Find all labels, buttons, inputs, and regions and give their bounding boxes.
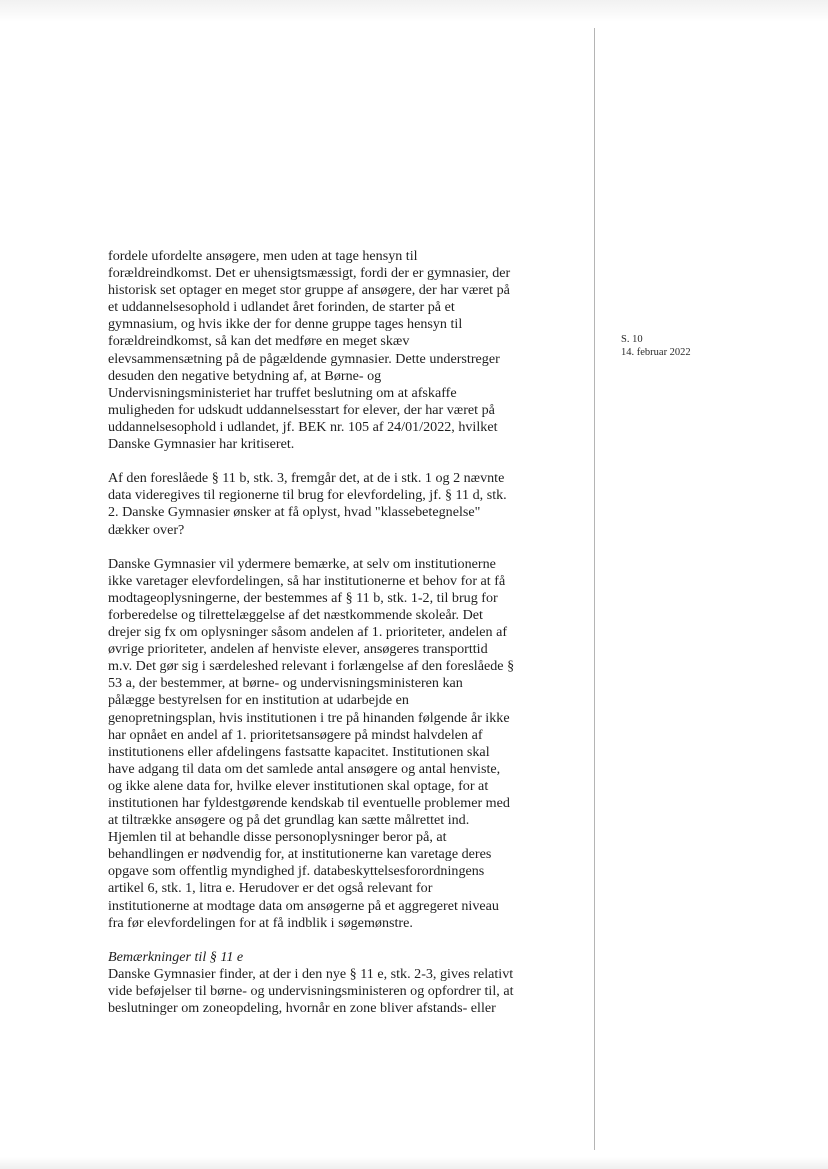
text-line: forberedelse og tilrettelæggelse af det næstkommende skoleår. Det [108,606,483,623]
text-line: dækker over? [108,521,185,538]
page-meta [621,333,691,359]
text-line: Hjemlen til at behandle disse personoplysninger beror på, at [108,829,447,846]
paragraph [108,470,573,538]
text-line: behandlingen er nødvendig for, at institutionerne kan varetage deres [108,846,492,863]
text-line: have adgang til data om det samlede antal ansøgere og antal henviste, [108,760,501,777]
text-line: institutionens eller afdelingens fastsatte kapacitet. Institutionen skal [108,743,490,760]
text-line: pålægge bestyrelsen for en institution at udarbejde en [108,692,409,709]
text-line: Danske Gymnasier har kritiseret. [108,436,295,453]
text-line: ikke varetager elevfordelingen, så har institutionerne et behov for at få [108,572,506,589]
text-line: historisk set optager en meget stor gruppe af ansøgere, der har været på [108,282,510,299]
text-line: et uddannelsesophold i udlandet året forinden, de starter på et [108,299,455,316]
text-line: Danske Gymnasier vil ydermere bemærke, at selv om institutionerne [108,555,496,572]
text-line: institutionen har fyldestgørende kendskab til eventuelle problemer med [108,795,510,811]
paragraph [108,949,573,1017]
text-line: 53 a, der bestemmer, at børne- og undervisningsministeren kan [108,675,463,692]
text-line: elevsammensætning på de pågældende gymnasier. Dette understreger [108,350,500,367]
text-line: m.v. Det gør sig i særdeleshed relevant i forlængelse af den foreslåede § [108,658,515,675]
text-line: gymnasium, og hvis ikke der for denne gruppe tages hensyn til [108,316,463,333]
text-line: forældreindkomst. Det er uhensigtsmæssigt, fordi der er gymnasier, der [108,265,511,282]
text-line: opgave som offentlig myndighed jf. databeskyttelsesforordningens [108,863,485,880]
text-line: vide beføjelser til børne- og undervisningsministeren og opfordrer til, at [108,983,514,1000]
text-line: Danske Gymnasier finder, at der i den nye § 11 e, stk. 2-3, gives relativt [108,965,514,982]
text-line: har opnået en andel af 1. prioritetsansøgere på mindst halvdelen af [108,726,483,743]
text-line: Undervisningsministeriet har truffet beslutning om at afskaffe [108,384,457,401]
text-line: data videregives til regionerne til brug for elevfordeling, jf. § 11 d, stk. [108,487,507,504]
scan-edge-bottom [0,1157,828,1169]
text-line: uddannelsesophold i udlandet, jf. BEK nr. 105 af 24/01/2022, hvilket [108,418,498,435]
document-date: 14. februar 2022 [621,347,691,358]
text-line: muligheden for udskudt uddannelsesstart for elever, der har været på [108,401,495,418]
text-line: øvrige prioriteter, andelen af henviste elever, ansøgeres transporttid [108,641,488,658]
page-number: S. 10 [621,334,643,345]
text-line: institutionerne at modtage data om ansøgerne på et aggregeret niveau [108,897,499,914]
text-line: at tiltrække ansøgere og på det grundlag kan sætte målrettet ind. [108,812,470,829]
text-line: desuden den negative betydning af, at Børne- og [108,367,382,384]
text-line: beslutninger om zoneopdeling, hvornår en zone bliver afstands- eller [108,1000,496,1017]
margin-divider [594,28,595,1150]
text-line: fordele ufordelte ansøgere, men uden at tage hensyn til [108,248,418,264]
paragraph [108,248,573,453]
scan-edge-top [0,0,828,22]
text-line: modtageoplysningerne, der bestemmes af § 11 b, stk. 1-2, til brug for [108,589,498,606]
text-line: forældreindkomst, så kan det medføre en meget skæv [108,333,410,350]
section-heading: Bemærkninger til § 11 e [108,948,244,965]
text-line: og ikke alene data for, hvilke elever institutionen skal optage, for at [108,777,489,794]
text-line: 2. Danske Gymnasier ønsker at få oplyst, hvad "klassebetegnelse" [108,504,481,521]
document-body [108,248,573,1017]
text-line: artikel 6, stk. 1, litra e. Herudover er det også relevant for [108,880,433,897]
text-line: genopretningsplan, hvis institutionen i tre på hinanden følgende år ikke [108,709,510,726]
text-line: fra før elevfordelingen for at få indblik i søgemønstre. [108,914,413,931]
text-line: Af den foreslåede § 11 b, stk. 3, fremgår det, at de i stk. 1 og 2 nævnte [108,470,505,487]
text-line: drejer sig fx om oplysninger såsom andelen af 1. prioriteter, andelen af [108,624,508,641]
paragraph [108,556,573,932]
